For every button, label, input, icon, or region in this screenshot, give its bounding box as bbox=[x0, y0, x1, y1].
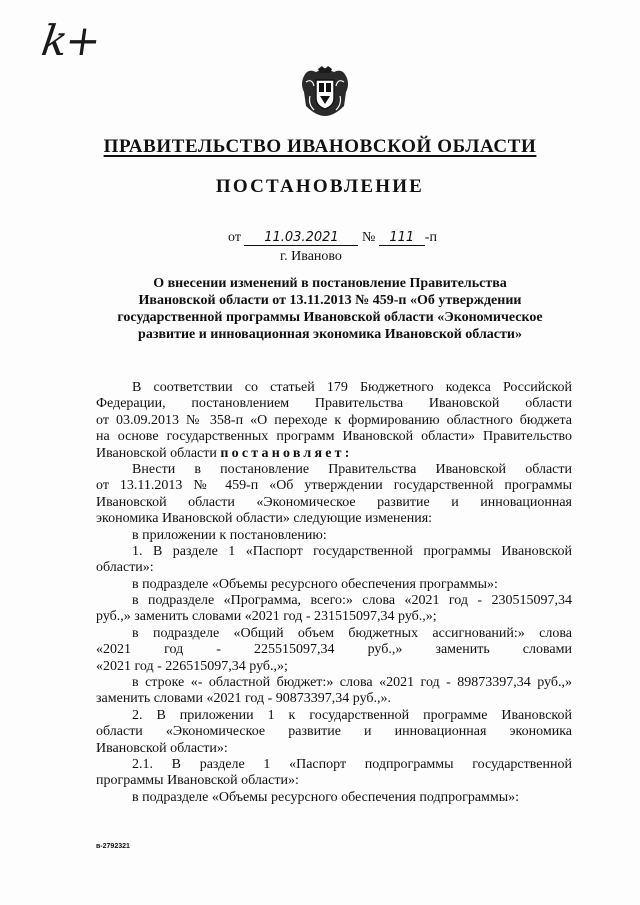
paragraph-line: в подразделе «Объемы ресурсного обеспечения подпрограммы»: bbox=[132, 789, 520, 805]
paragraph-line: в подразделе «Программа, всего:» слова «2021 год - 230515097,34 bbox=[132, 593, 572, 609]
paragraph-line: 2.1. В разделе 1 «Паспорт подпрограммы государственной bbox=[132, 756, 572, 772]
paragraph-line: В соответствии со статьей 179 Бюджетного кодекса Российской bbox=[132, 380, 572, 395]
document-code: в-2792321 bbox=[96, 843, 130, 850]
document-type: ПОСТАНОВЛЕНИЕ bbox=[215, 176, 425, 197]
paragraph-line: «2021 год - 225515097,34 руб.,» заменить словами bbox=[96, 642, 572, 658]
coat-of-arms-icon bbox=[298, 66, 352, 118]
paragraph-line: Внести в постановление Правительства Ивановской области bbox=[132, 461, 572, 477]
paragraph-line: на основе государственных программ Ивановской области» Правительство bbox=[96, 429, 572, 445]
handwritten-date: 11.03.2021 bbox=[244, 230, 358, 246]
paragraph-line: Ивановской области постановляет: bbox=[96, 445, 353, 461]
paragraph-line: Ивановской области «Экономическое развитие и инновационная bbox=[96, 494, 572, 510]
paragraph-line: «2021 год - 226515097,34 руб.,»; bbox=[96, 658, 288, 674]
city: г. Иваново bbox=[280, 249, 342, 264]
resolves-word: постановляет: bbox=[220, 445, 353, 461]
paragraph-line: Федерации, постановлением Правительства Ивановской области bbox=[96, 396, 572, 412]
paragraph-line: от 03.09.2013 № 358-п «О переходе к формированию областного бюджета bbox=[96, 412, 572, 428]
paragraph-line: в приложении к постановлению: bbox=[132, 527, 327, 543]
paragraph-line: программы Ивановской области»: bbox=[96, 773, 299, 789]
paragraph-line: экономика Ивановской области» следующие изменения: bbox=[96, 511, 433, 527]
handwritten-number: 111 bbox=[379, 230, 425, 246]
date-number-line: от 11.03.2021 № 111 -п bbox=[228, 230, 437, 245]
paragraph-line: руб.,» заменить словами «2021 год - 231515097,34 руб.,»; bbox=[96, 609, 437, 625]
paragraph-line: области «Экономическое развитие и инновационная экономика bbox=[96, 724, 572, 740]
paragraph-line: области»: bbox=[96, 560, 154, 576]
paragraph-line: в строке «- областной бюджет:» слова «2021 год - 89873397,34 руб.,» bbox=[132, 675, 572, 691]
paragraph-line: 2. В приложении 1 к государственной программе Ивановской bbox=[132, 707, 572, 723]
paragraph-line: от 13.11.2013 № 459-п «Об утверждении государственной программы bbox=[96, 478, 572, 494]
handwritten-mark: k+ bbox=[38, 16, 103, 65]
government-title: ПРАВИТЕЛЬСТВО ИВАНОВСКОЙ ОБЛАСТИ bbox=[103, 136, 537, 157]
paragraph-line: 1. В разделе 1 «Паспорт государственной программы Ивановской bbox=[132, 543, 572, 559]
document-heading: О внесении изменений в постановление Правительства Ивановской области от 13.11.2013 № 459-п «Об утверждении государственной программы Ивановской области «Экономическое развитие и инновационная экономика Ивановской области» bbox=[117, 276, 543, 342]
paragraph-line: заменить словами «2021 год - 90873397,34 руб.,». bbox=[96, 691, 392, 707]
paragraph-line: в подразделе «Общий объем бюджетных ассигнований:» слова bbox=[132, 625, 572, 641]
paragraph-line: в подразделе «Объемы ресурсного обеспечения программы»: bbox=[132, 576, 498, 592]
paragraph-line: Ивановской области»: bbox=[96, 740, 228, 756]
document-body bbox=[96, 380, 572, 806]
